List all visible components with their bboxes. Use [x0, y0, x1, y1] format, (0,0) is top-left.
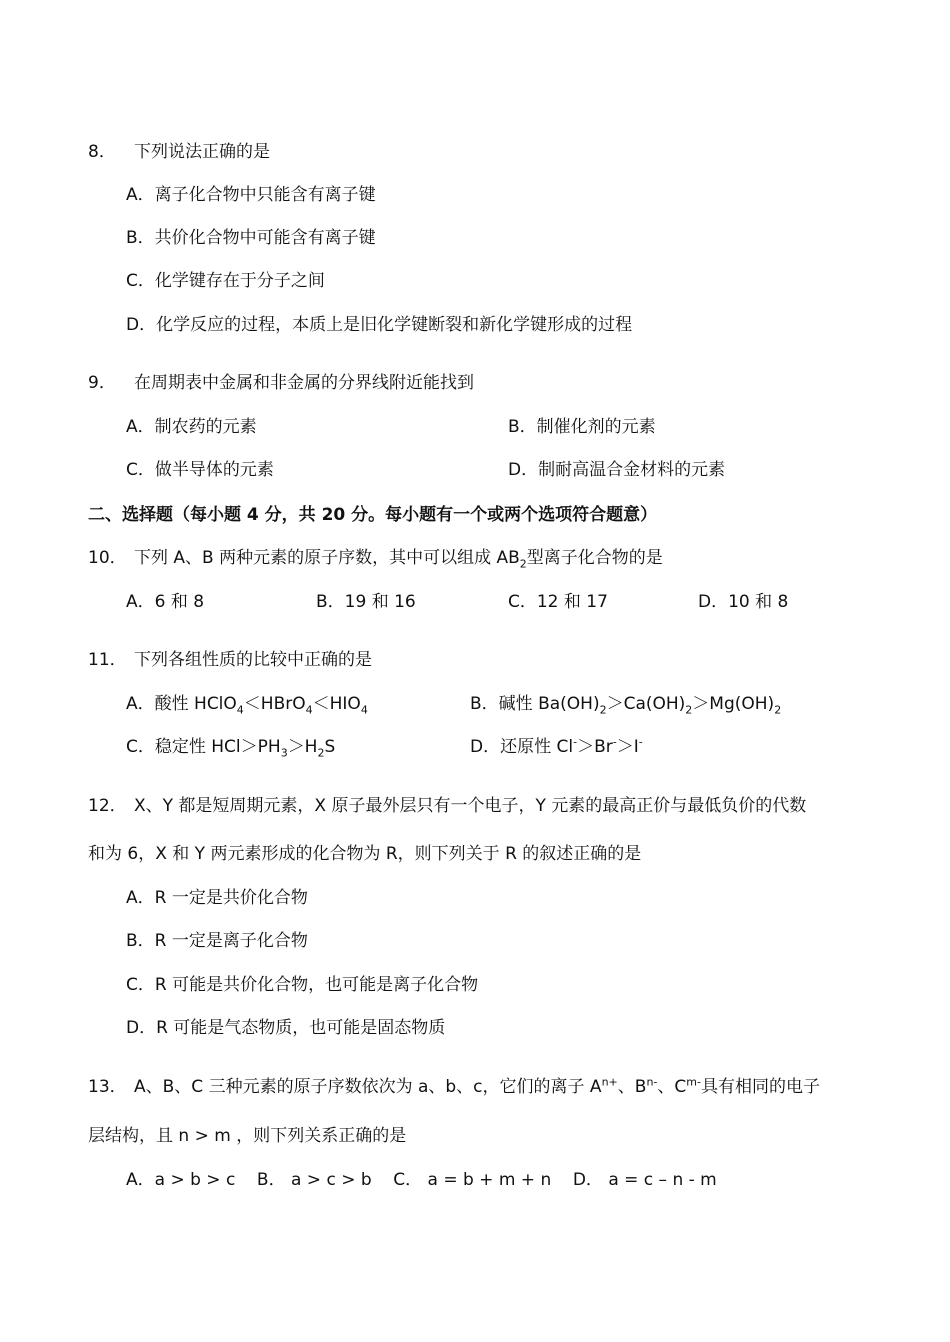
- question-9-stem: [88, 372, 474, 394]
- superscript: n+: [601, 1075, 618, 1089]
- question-12-stem: [88, 795, 806, 817]
- question-12-stem-cont: 和为 6，X 和 Y 两元素形成的化合物为 R，则下列关于 R 的叙述正确的是: [88, 844, 642, 864]
- option-text: C．稳定性 HCl＞PH: [126, 737, 281, 757]
- subscript: 3: [280, 746, 288, 760]
- option-text: D．还原性 Cl: [470, 737, 574, 757]
- question-text: 下列各组性质的比较中正确的是: [134, 650, 372, 670]
- option-text: ＞Mg(OH): [692, 694, 775, 714]
- superscript: n-: [646, 1075, 658, 1089]
- option-text: ＜HIO: [312, 694, 361, 714]
- superscript: -: [612, 735, 617, 749]
- question-number: 10．: [88, 548, 127, 568]
- option-text: ＞Br: [577, 737, 613, 757]
- question-13-stem: [88, 1076, 820, 1098]
- subscript: 2: [685, 703, 693, 717]
- option-text: S: [324, 737, 336, 757]
- question-number: 12．: [88, 796, 127, 816]
- question-number: 8．: [88, 142, 116, 162]
- question-text: 、C: [657, 1077, 687, 1097]
- question-13-stem-cont: 层结构，且 n > m ，则下列关系正确的是: [88, 1126, 407, 1146]
- option-c: [126, 736, 335, 758]
- question-10-stem: [88, 547, 663, 569]
- option-d: D．10 和 8: [698, 592, 789, 612]
- question-text: 在周期表中金属和非金属的分界线附近能找到: [134, 373, 474, 393]
- option-text: ＞Ca(OH): [606, 694, 686, 714]
- option-b: B．制催化剂的元素: [508, 417, 656, 437]
- subscript: 4: [236, 703, 244, 717]
- option-c: C．R 可能是共价化合物，也可能是离子化合物: [126, 975, 479, 995]
- question-text: 具有相同的电子: [700, 1077, 820, 1097]
- option-text: ＞H: [287, 737, 318, 757]
- subscript: 4: [305, 703, 313, 717]
- option-c: C．化学键存在于分子之间: [126, 271, 325, 291]
- option-c: C．做半导体的元素: [126, 460, 274, 480]
- subscript: 4: [360, 703, 368, 717]
- options-row: A．a > b > c B． a > c > b C． a = b + m + n D． a = c – n - m: [126, 1170, 717, 1190]
- option-a: A．6 和 8: [126, 592, 205, 612]
- subscript: 2: [519, 557, 527, 571]
- section-heading: 二、选择题（每小题 4 分，共 20 分。每小题有一个或两个选项符合题意）: [88, 505, 658, 525]
- option-b: B．R 一定是离子化合物: [126, 931, 308, 951]
- subscript: 2: [774, 703, 782, 717]
- question-text: 、B: [617, 1077, 647, 1097]
- subscript: 2: [317, 746, 325, 760]
- superscript: -: [573, 735, 578, 749]
- question-number: 13．: [88, 1077, 127, 1097]
- option-d: [470, 736, 643, 758]
- option-d: D．R 可能是气态物质，也可能是固态物质: [126, 1018, 446, 1038]
- question-text: A、B、C 三种元素的原子序数依次为 a、b、c，它们的离子 A: [134, 1077, 602, 1097]
- superscript: m-: [686, 1075, 701, 1089]
- option-a: [126, 693, 368, 715]
- question-number: 9．: [88, 373, 116, 393]
- question-11-stem: [88, 649, 372, 671]
- subscript: 2: [599, 703, 607, 717]
- option-text: ＜HBrO: [243, 694, 306, 714]
- question-number: 11．: [88, 650, 127, 670]
- question-text: X、Y 都是短周期元素，X 原子最外层只有一个电子，Y 元素的最高正价与最低负价的代数: [134, 796, 807, 816]
- question-text: 下列说法正确的是: [134, 142, 270, 162]
- option-text: ＞I: [616, 737, 639, 757]
- option-a: A．制农药的元素: [126, 417, 257, 437]
- option-c: C．12 和 17: [508, 592, 608, 612]
- option-b: [470, 693, 781, 715]
- option-b: B．共价化合物中可能含有离子键: [126, 228, 376, 248]
- question-text-tail: 型离子化合物的是: [526, 548, 663, 568]
- option-d: D．制耐高温合金材料的元素: [508, 460, 726, 480]
- option-d: D．化学反应的过程，本质上是旧化学键断裂和新化学键形成的过程: [126, 315, 633, 335]
- option-text: B．碱性 Ba(OH): [470, 694, 600, 714]
- superscript: -: [638, 735, 643, 749]
- option-b: B．19 和 16: [316, 592, 416, 612]
- question-8-stem: [88, 141, 270, 163]
- question-text: 下列 A、B 两种元素的原子序数，其中可以组成 AB: [134, 548, 520, 568]
- option-text: A．酸性 HClO: [126, 694, 237, 714]
- option-a: A．R 一定是共价化合物: [126, 888, 308, 908]
- option-a: A．离子化合物中只能含有离子键: [126, 185, 376, 205]
